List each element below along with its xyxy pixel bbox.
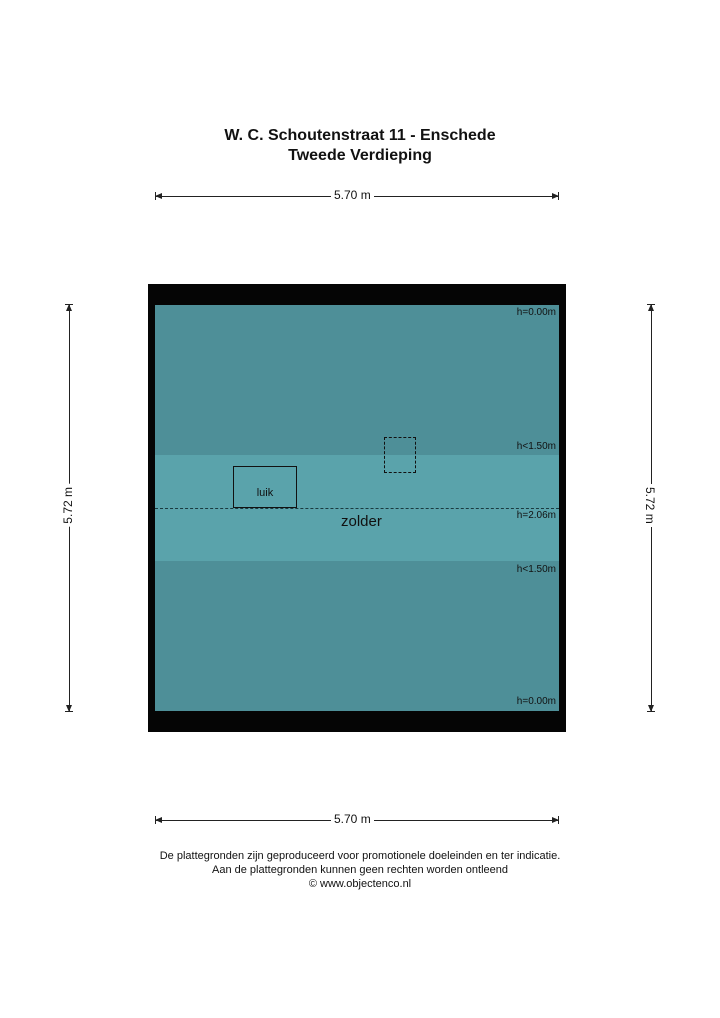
attic-hatch [233,466,297,508]
floor-title: Tweede Verdieping [288,147,432,164]
room-label: zolder [341,513,382,530]
disclaimer-line-1: De plattegronden zijn geproduceerd voor promotionele doeleinden en ter indicatie. [159,850,561,862]
disclaimer-line-2: Aan de plattegronden kunnen geen rechten worden ontleend [211,864,508,876]
height-label-lower: h<1.50m [516,564,556,575]
attic-floor [155,305,559,711]
top-dimension-label: 5.70 m [331,188,374,202]
height-label-top: h=0.00m [516,307,556,318]
height-label-bottom: h=0.00m [516,696,556,707]
height-label-ridge: h=2.06m [516,510,556,521]
skylight-outline [384,437,416,473]
address-title: W. C. Schoutenstraat 11 - Enschede [224,127,496,144]
left-dimension-label: 5.72 m [61,484,75,527]
floor-plan [148,284,566,732]
right-dimension-label: 5.72 m [643,484,657,527]
ridge-line [155,508,559,509]
copyright: © www.objectenco.nl [308,878,412,890]
bottom-dimension-label: 5.70 m [331,812,374,826]
height-label-upper: h<1.50m [516,441,556,452]
hatch-label: luik [256,487,274,499]
disclaimer [0,849,720,891]
